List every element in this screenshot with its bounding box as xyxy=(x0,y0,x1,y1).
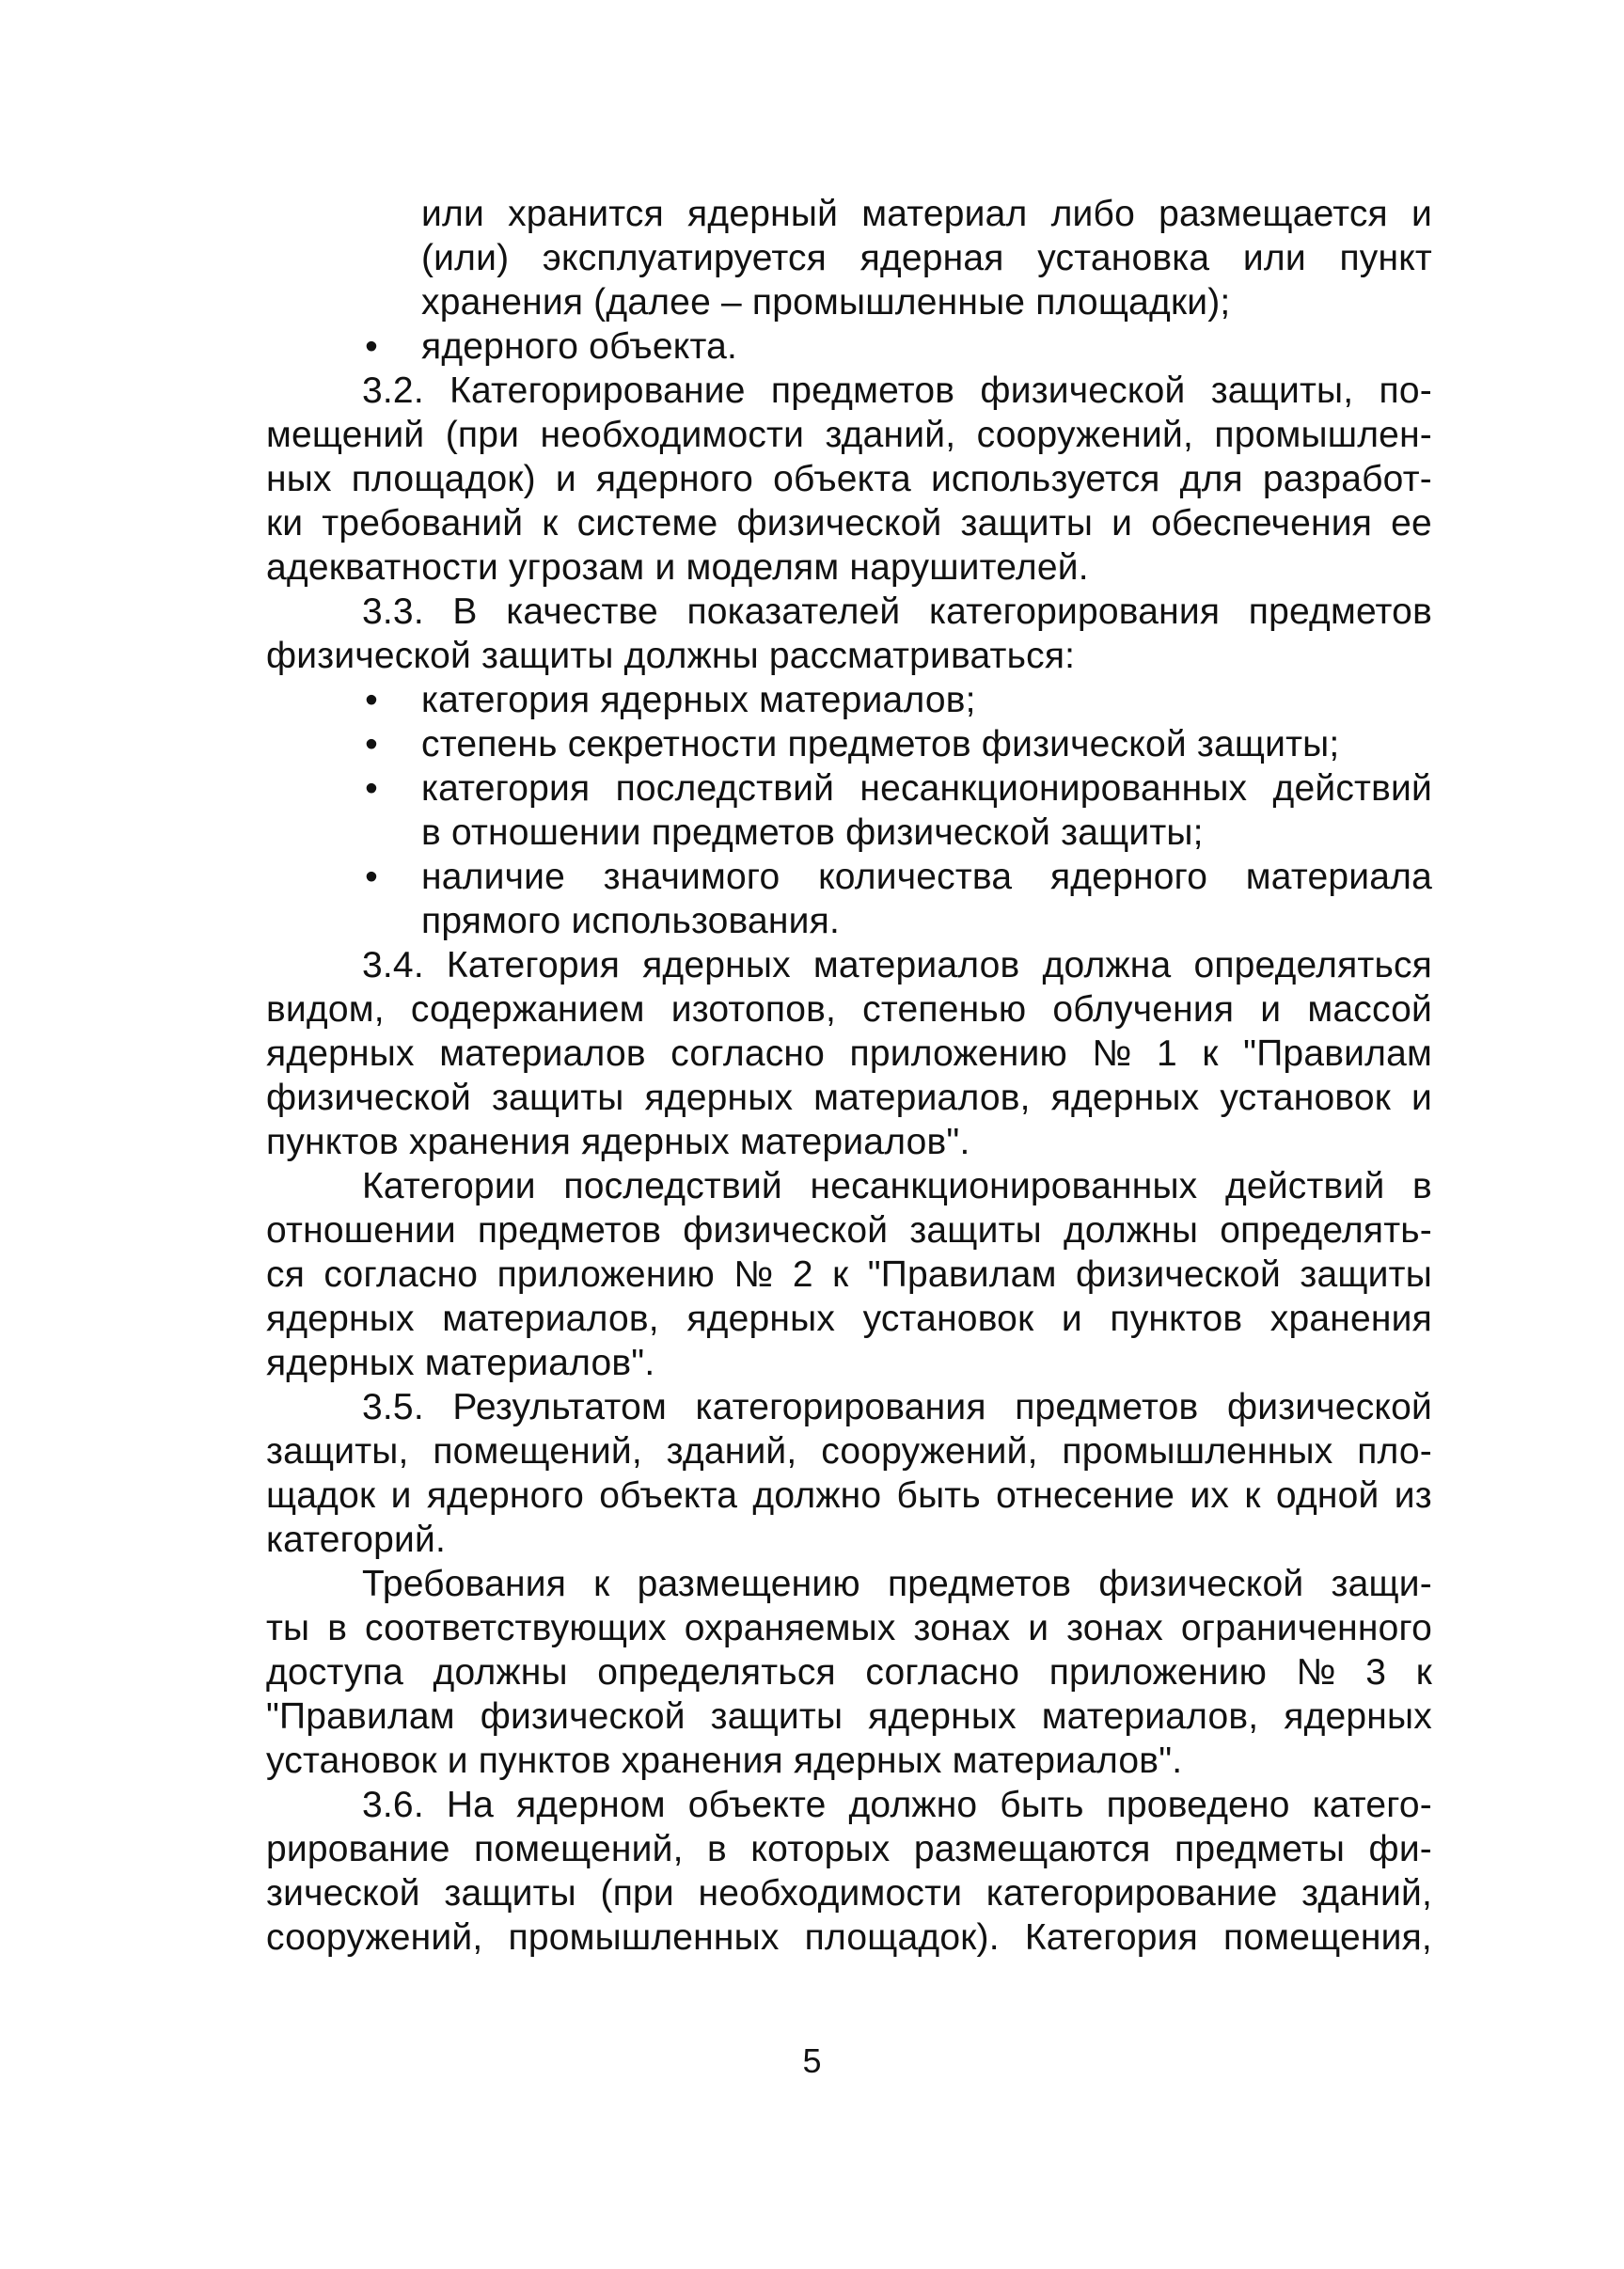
line-text: адекватности угрозам и моделям нарушителей. xyxy=(266,547,1089,588)
line-text: ядерного объекта. xyxy=(421,326,738,367)
text-line xyxy=(266,899,1432,943)
bullet-marker: • xyxy=(365,724,378,764)
text-line xyxy=(266,855,1432,899)
line-text: сооружений, промышленных площадок). Категория помещения, xyxy=(266,1917,1432,1958)
text-line xyxy=(266,1076,1432,1120)
bullet-marker: • xyxy=(365,326,378,367)
page-number: 5 xyxy=(802,2041,822,2080)
line-text: в отношении предметов физической защиты; xyxy=(421,812,1204,853)
line-text: ки требований к системе физической защиты и обеспечения ее xyxy=(266,503,1432,544)
text-line xyxy=(266,1208,1432,1253)
text-line xyxy=(266,1606,1432,1650)
text-line xyxy=(266,1562,1432,1606)
text-line xyxy=(266,1164,1432,1208)
text-line xyxy=(266,943,1432,987)
line-text: наличие значимого количества ядерного материала xyxy=(421,857,1432,897)
line-text: 3.2. Категорирование предметов физической защиты, по- xyxy=(362,370,1432,411)
line-text: пунктов хранения ядерных материалов". xyxy=(266,1122,970,1162)
text-line xyxy=(266,1341,1432,1385)
line-text: ся согласно приложению № 2 к "Правилам физической защиты xyxy=(266,1254,1432,1295)
line-text: доступа должны определяться согласно приложению № 3 к xyxy=(266,1652,1432,1693)
text-line xyxy=(266,1518,1432,1562)
text-line xyxy=(266,1739,1432,1783)
text-line xyxy=(266,1429,1432,1473)
text-line xyxy=(266,457,1432,501)
text-line xyxy=(266,192,1432,236)
text-line xyxy=(266,1871,1432,1915)
text-line xyxy=(266,1253,1432,1297)
bullet-marker: • xyxy=(365,680,378,720)
line-text: Требования к размещению предметов физической защи- xyxy=(362,1564,1432,1604)
text-line xyxy=(266,1120,1432,1164)
line-text: 3.4. Категория ядерных материалов должна определяться xyxy=(362,945,1432,985)
line-text: или хранится ядерный материал либо размещается и xyxy=(421,194,1432,234)
bullet-marker: • xyxy=(365,857,378,897)
line-text: физической защиты ядерных материалов, ядерных установок и xyxy=(266,1078,1432,1118)
line-text: категория последствий несанкционированных действий xyxy=(421,768,1432,809)
text-line xyxy=(266,1385,1432,1429)
text-line xyxy=(266,1915,1432,1960)
line-text: ядерных материалов". xyxy=(266,1343,655,1383)
line-text: установок и пунктов хранения ядерных материалов". xyxy=(266,1741,1183,1781)
bullet-marker: • xyxy=(365,768,378,809)
text-line xyxy=(266,280,1432,324)
document-body xyxy=(266,192,1432,1960)
line-text: щадок и ядерного объекта должно быть отнесение их к одной из xyxy=(266,1475,1432,1516)
text-line xyxy=(266,590,1432,634)
line-text: отношении предметов физической защиты должны определять- xyxy=(266,1210,1432,1251)
text-line xyxy=(266,1650,1432,1694)
text-line xyxy=(266,1297,1432,1341)
line-text: защиты, помещений, зданий, сооружений, промышленных пло- xyxy=(266,1431,1432,1472)
line-text: 3.3. В качестве показателей категорирования предметов xyxy=(362,591,1432,632)
line-text: физической защиты должны рассматриваться: xyxy=(266,636,1076,676)
line-text: 3.5. Результатом категорирования предметов физической xyxy=(362,1387,1432,1427)
line-text: Категории последствий несанкционированных действий в xyxy=(362,1166,1432,1206)
text-line xyxy=(266,501,1432,545)
line-text: степень секретности предметов физической защиты; xyxy=(421,724,1340,764)
line-text: 3.6. На ядерном объекте должно быть проведено катего- xyxy=(362,1785,1432,1825)
text-line xyxy=(266,678,1432,722)
line-text: ты в соответствующих охраняемых зонах и зонах ограниченного xyxy=(266,1608,1432,1648)
line-text: "Правилам физической защиты ядерных материалов, ядерных xyxy=(266,1696,1432,1737)
text-line xyxy=(266,1827,1432,1871)
text-line xyxy=(266,545,1432,590)
line-text: зической защиты (при необходимости категорирование зданий, xyxy=(266,1873,1432,1914)
line-text: ядерных материалов, ядерных установок и пунктов хранения xyxy=(266,1299,1432,1339)
line-text: ных площадок) и ядерного объекта используется для разработ- xyxy=(266,459,1432,499)
line-text: (или) эксплуатируется ядерная установка или пункт xyxy=(421,238,1432,278)
text-line xyxy=(266,722,1432,766)
line-text: мещений (при необходимости зданий, сооружений, промышлен- xyxy=(266,415,1432,455)
text-line xyxy=(266,766,1432,811)
line-text: категорий. xyxy=(266,1520,447,1560)
text-line xyxy=(266,987,1432,1032)
line-text: видом, содержанием изотопов, степенью облучения и массой xyxy=(266,989,1432,1030)
text-line xyxy=(266,634,1432,678)
line-text: рирование помещений, в которых размещаются предметы фи- xyxy=(266,1829,1432,1869)
text-line xyxy=(266,236,1432,280)
line-text: ядерных материалов согласно приложению № 1 к "Правилам xyxy=(266,1033,1432,1074)
text-line xyxy=(266,1694,1432,1739)
text-line xyxy=(266,1473,1432,1518)
text-line xyxy=(266,811,1432,855)
text-line xyxy=(266,324,1432,369)
text-line xyxy=(266,1783,1432,1827)
text-line xyxy=(266,1032,1432,1076)
line-text: категория ядерных материалов; xyxy=(421,680,976,720)
text-line xyxy=(266,369,1432,413)
text-line xyxy=(266,413,1432,457)
line-text: прямого использования. xyxy=(421,901,840,941)
line-text: хранения (далее – промышленные площадки); xyxy=(421,282,1231,323)
